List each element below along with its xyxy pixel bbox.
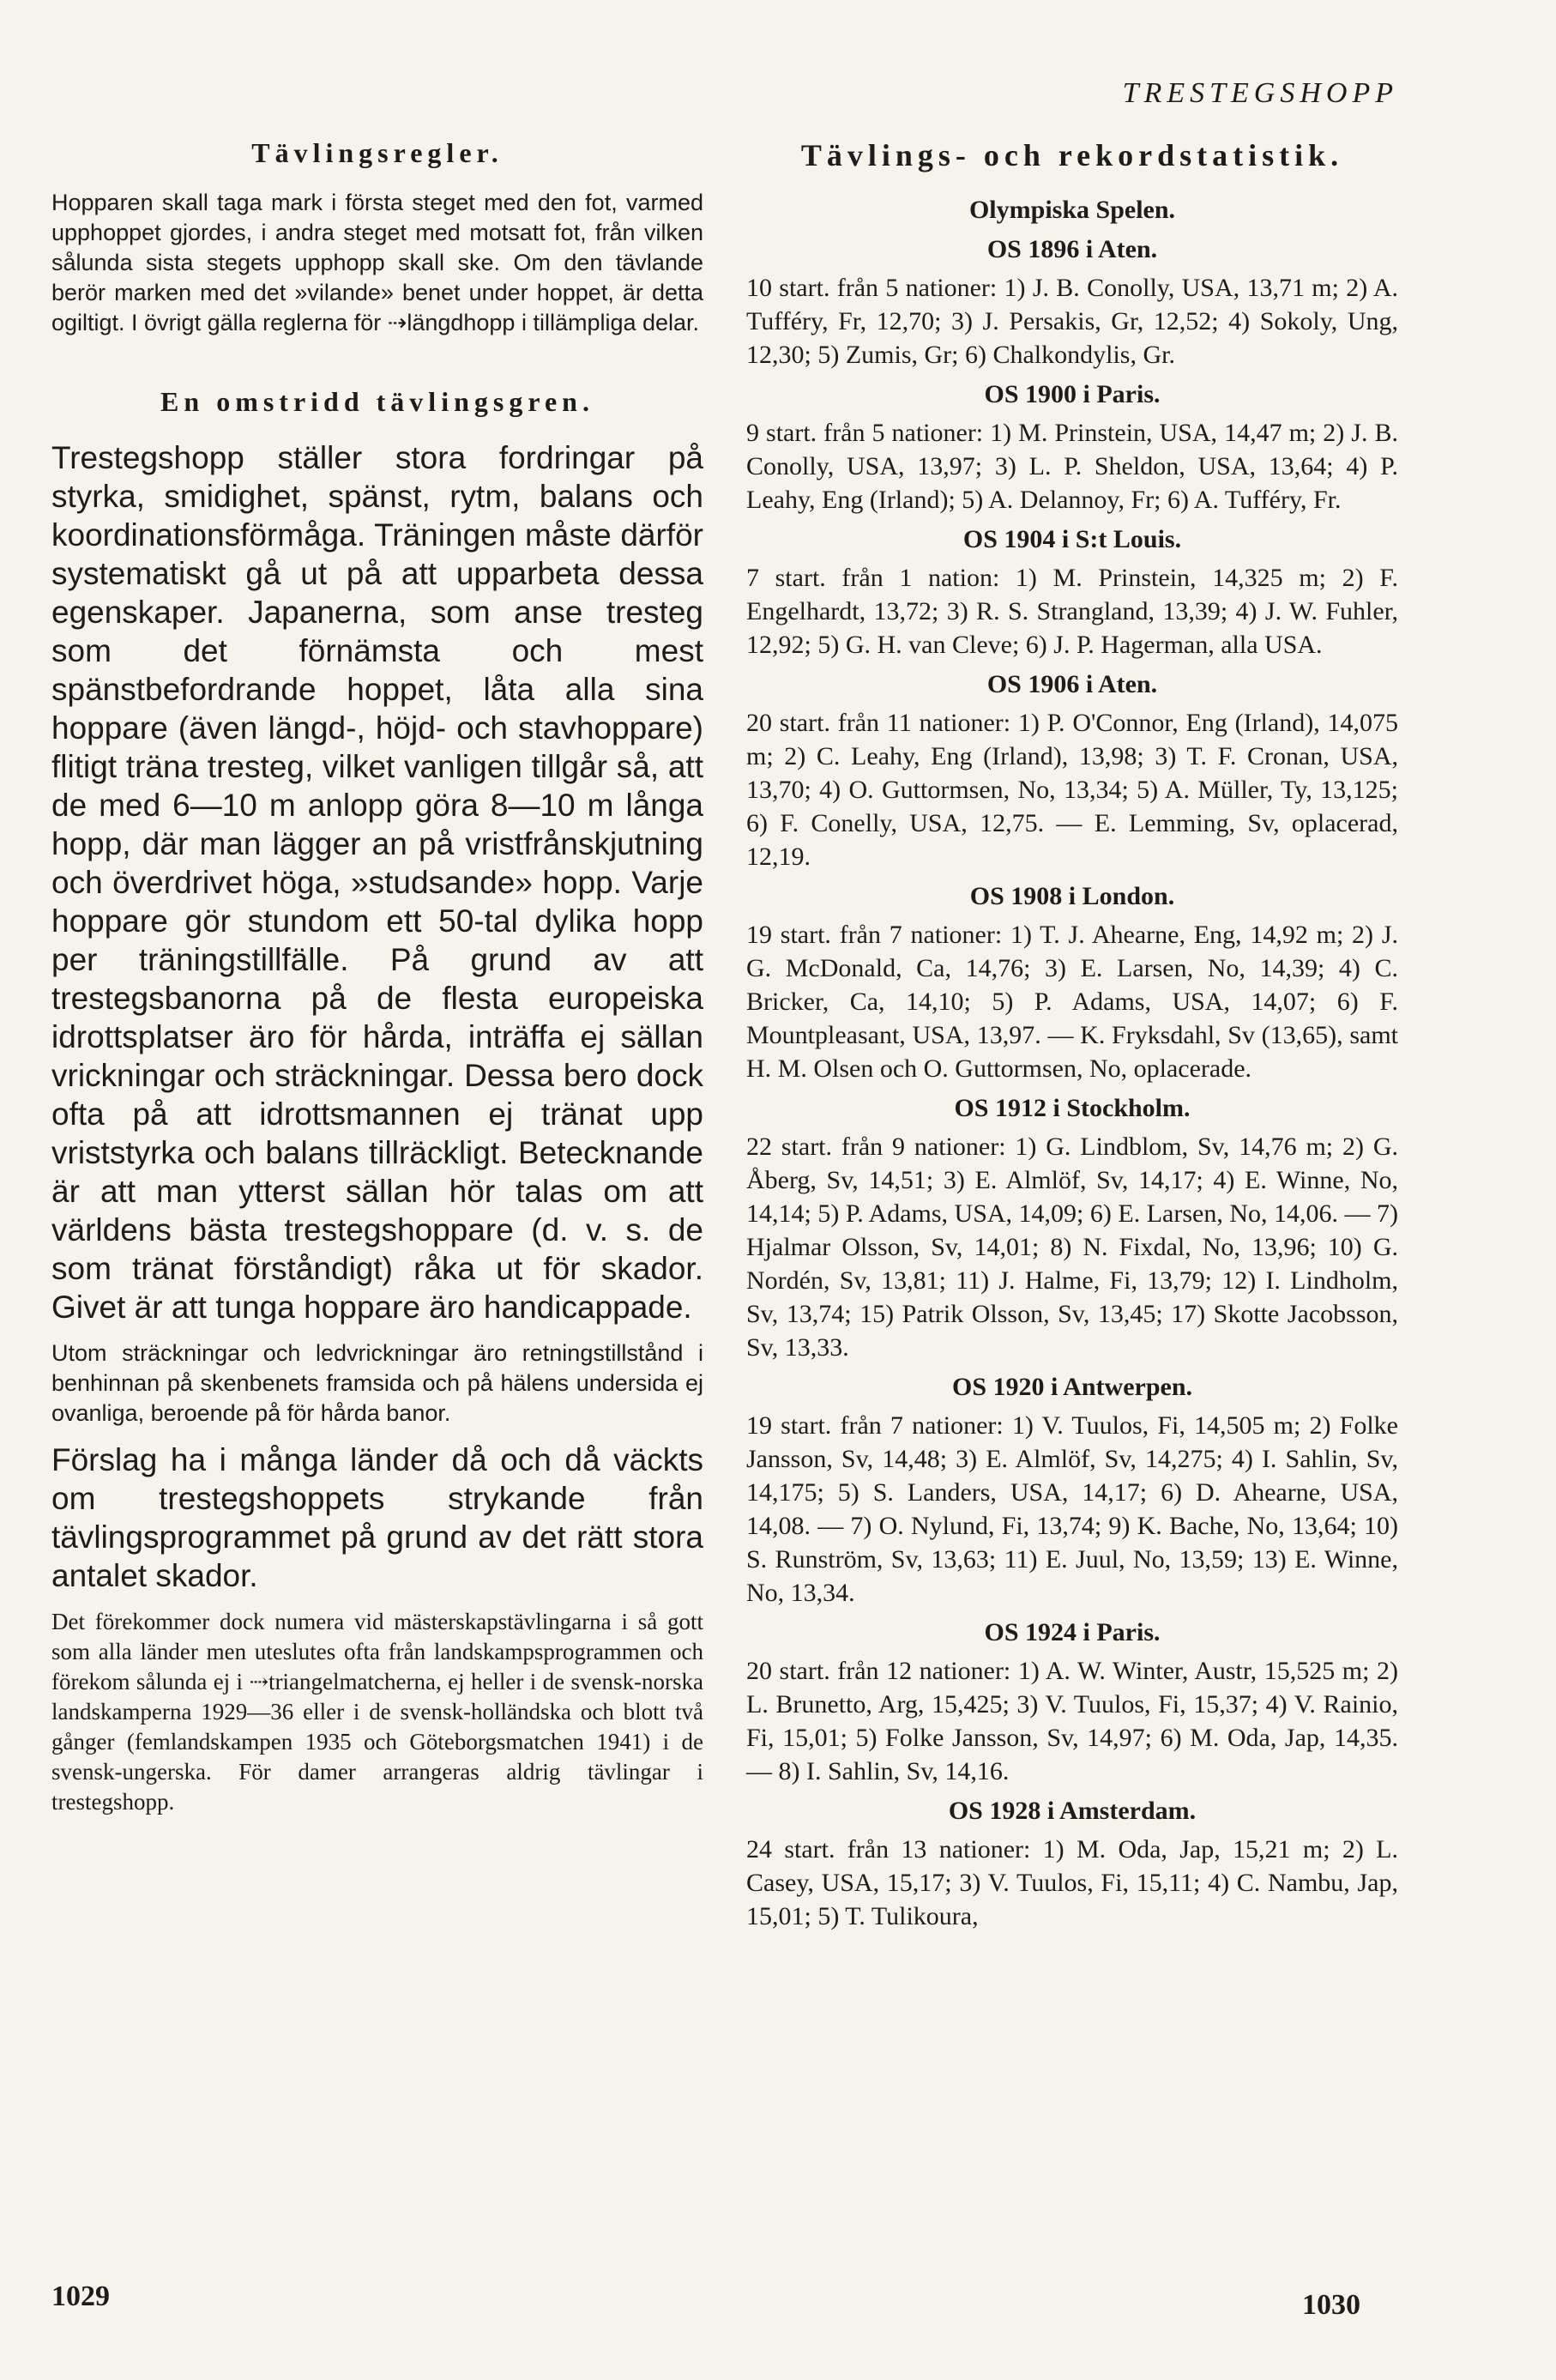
- disputed-text-1: Trestegshopp ställer stora fordringar på styrka, smidighet, spänst, rytm, balans och koordinationsförmåga. Träningen måste därför systematiskt gå ut på att upparbeta dessa egenskaper. Japanerna, som anse tresteg som det förnämsta och mest spänstbefordrande hoppet, låta alla sina hoppare (även längd-, höjd- och stavhoppare) flitigt träna tresteg, vilket vanligen tillgår så, att de med 6—10 m anlopp göra 8—10 m långa hopp, där man lägger an på vristfrånskjutning och överdrivet höga, »studsande» hopp. Varje hoppare gör stundom ett 50-tal dylika hopp per träningstillfälle. På grund av att trestegsbanorna på de flesta europeiska idrottsplatser äro för hårda, inträffa ej sällan vrickningar och sträckningar. Dessa bero dock ofta på att idrottsmannen ej tränat upp vriststyrka och balans tillräckligt. Betecknande är att man ytterst sällan hör talas om att världens bästa trestegshoppare (d. v. s. de som tränat förståndigt) råka ut för skador. Givet är att tunga hoppare äro handicappade.: [51, 440, 703, 1325]
- games-text: 7 start. från 1 nation: 1) M. Prinstein, 14,325 m; 2) F. Engelhardt, 13,72; 3) R. S. Strangland, 13,39; 4) J. W. Fuhler, 12,92; 5) G. H. van Cleve; 6) J. P. Hagerman, alla USA.: [746, 564, 1398, 659]
- games-title: OS 1900 i Paris.: [984, 380, 1161, 408]
- page-number-right: 1030: [1302, 2289, 1360, 2321]
- games-title: OS 1908 i London.: [969, 882, 1175, 910]
- games-text: 24 start. från 13 nationer: 1) M. Oda, Jap, 15,21 m; 2) L. Casey, USA, 15,17; 3) V. Tuulos, Fi, 15,11; 4) C. Nambu, Jap, 15,01; 5) T. Tulikoura,: [746, 1835, 1398, 1930]
- games-title: OS 1904 i S:t Louis.: [962, 525, 1182, 553]
- games-text: 9 start. från 5 nationer: 1) M. Prinstein, USA, 14,47 m; 2) J. B. Conolly, USA, 13,97; 3) L. P. Sheldon, USA, 13,64; 4) P. Leahy, Eng (Irland); 5) A. Delannoy, Fr; 6) A. Tufféry, Fr.: [746, 419, 1398, 514]
- disputed-heading: En omstridd tävlingsgren.: [160, 386, 594, 417]
- games-title: OS 1928 i Amsterdam.: [948, 1797, 1197, 1825]
- page-number-left: 1029: [51, 2280, 110, 2312]
- right-column: [746, 137, 1398, 1940]
- games-title: OS 1912 i Stockholm.: [954, 1094, 1191, 1122]
- disputed-text-4: Det förekommer dock numera vid mästerskapstävlingarna i så gott som alla länder men uteslutes ofta från landskampsprogrammen och förekom sålunda ej i ⇢triangelmatcherna, ej heller i de svensk-norska landskamperna 1929—36 eller i de svensk-holländska och blott två gånger (femlandskampen 1935 och Göteborgsmatchen 1941) i de svensk-ungerska. För damer arrangeras aldrig tävlingar i trestegshopp.: [51, 1609, 703, 1815]
- games-title: OS 1906 i Aten.: [986, 670, 1158, 698]
- games-text: 10 start. från 5 nationer: 1) J. B. Conolly, USA, 13,71 m; 2) A. Tufféry, Fr, 12,70; 3) J. Persakis, Gr, 12,52; 4) Sokoly, Ung, 12,30; 5) Zumis, Gr; 6) Chalkondylis, Gr.: [746, 274, 1398, 369]
- olympic-heading: Olympiska Spelen.: [968, 196, 1176, 224]
- games-text: 19 start. från 7 nationer: 1) V. Tuulos, Fi, 14,505 m; 2) Folke Jansson, Sv, 14,48; 3) E. Almlöf, Sv, 14,275; 4) I. Sahlin, Sv, 14,175; 5) S. Landers, USA, 14,17; 6) D. Ahearne, USA, 14,08. — 7) O. Nylund, Fi, 13,74; 9) K. Bache, No, 13,64; 10) S. Runström, Sv, 13,63; 11) E. Juul, No, 13,59; 13) E. Winne, No, 13,34.: [746, 1411, 1398, 1607]
- games-text: 20 start. från 12 nationer: 1) A. W. Winter, Austr, 15,525 m; 2) L. Brunetto, Arg, 15,425; 3) V. Tuulos, Fi, 15,37; 4) V. Rainio, Fi, 15,01; 5) Folke Jansson, Sv, 14,97; 6) M. Oda, Jap, 14,35. — 8) I. Sahlin, Sv, 14,16.: [746, 1657, 1398, 1785]
- running-header: TRESTEGSHOPP: [1122, 77, 1398, 109]
- stats-heading: Tävlings- och rekordstatistik.: [800, 138, 1344, 172]
- games-text: 20 start. från 11 nationer: 1) P. O'Connor, Eng (Irland), 14,075 m; 2) C. Leahy, Eng (Irland), 13,98; 3) T. F. Cronan, USA, 13,70; 4) O. Guttormsen, No, 13,34; 5) A. Müller, Ty, 13,125; 6) F. Conelly, USA, 12,75. — E. Lemming, Sv, oplacerad, 12,19.: [746, 709, 1398, 871]
- games-title: OS 1896 i Aten.: [986, 235, 1158, 263]
- games-text: 22 start. från 9 nationer: 1) G. Lindblom, Sv, 14,76 m; 2) G. Åberg, Sv, 14,51; 3) E. Almlöf, Sv, 14,17; 4) E. Winne, No, 14,14; 5) P. Adams, USA, 14,09; 6) E. Larsen, No, 14,06. — 7) Hjalmar Olsson, Sv, 14,01; 8) N. Fixdal, No, 13,96; 10) G. Nordén, Sv, 13,81; 11) J. Halme, Fi, 13,79; 12) I. Lindholm, Sv, 13,74; 15) Patrik Olsson, Sv, 13,45; 17) Skotte Jacobsson, Sv, 13,33.: [746, 1133, 1398, 1362]
- games-title: OS 1920 i Antwerpen.: [951, 1373, 1193, 1401]
- games-title: OS 1924 i Paris.: [984, 1618, 1161, 1646]
- rules-heading: Tävlingsregler.: [251, 137, 504, 168]
- left-column: [51, 137, 703, 1817]
- disputed-text-2: Utom sträckningar och ledvrickningar äro retningstillstånd i benhinnan på skenbenets framsida och på hälens undersida ej ovanliga, beroende på för hårda banor.: [51, 1340, 703, 1426]
- disputed-text-3: Förslag ha i många länder då och då väckts om trestegshoppets strykande från tävlingsprogrammet på grund av det rätt stora antalet skador.: [51, 1442, 703, 1593]
- rules-text: Hopparen skall taga mark i första steget med den fot, varmed upphoppet gjordes, i andra steget med motsatt fot, från vilken sålunda sista stegets upphopp skall ske. Om den tävlande berör marken med det »vilande» benet under hoppet, är detta ogiltigt. I övrigt gälla reglerna för ⇢längdhopp i tillämpliga delar.: [51, 190, 703, 335]
- games-text: 19 start. från 7 nationer: 1) T. J. Ahearne, Eng, 14,92 m; 2) J. G. McDonald, Ca, 14,76; 3) E. Larsen, No, 14,39; 4) C. Bricker, Ca, 14,10; 5) P. Adams, USA, 14,07; 6) F. Mountpleasant, USA, 13,97. — K. Fryksdahl, Sv (13,65), samt H. M. Olsen och O. Guttormsen, No, oplacerade.: [746, 921, 1398, 1083]
